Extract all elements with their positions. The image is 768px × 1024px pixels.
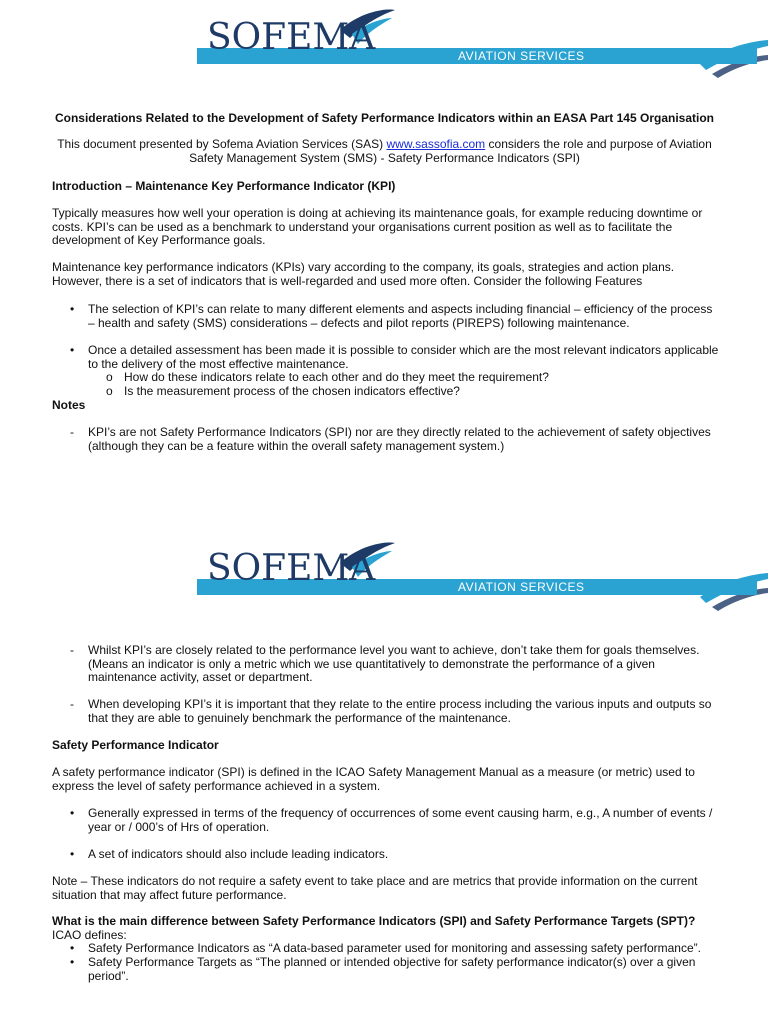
banner-swoosh-graphic bbox=[0, 533, 768, 613]
notes-heading: Notes bbox=[52, 398, 86, 412]
dash-marker: - bbox=[70, 425, 74, 439]
diff-bullet-2: Safety Performance Targets as “The planned or intended objective for safety performance indicator(s) over a given period”. bbox=[88, 955, 696, 983]
note-item-1: KPI’s are not Safety Performance Indicators (SPI) nor are they directly related to the achievement of safety objectives (although they can be a feature within the overall safety management system.) bbox=[88, 425, 711, 453]
spi-heading: Safety Performance Indicator bbox=[52, 738, 219, 752]
logo-banner bbox=[0, 533, 768, 613]
kpi-heading: Introduction – Maintenance Key Performance Indicator (KPI) bbox=[52, 179, 396, 193]
logo-brand: SOFEMA bbox=[207, 17, 376, 58]
bullet-marker: • bbox=[70, 302, 75, 316]
bullet-marker: • bbox=[70, 941, 75, 955]
list-item bbox=[70, 344, 720, 371]
bullet-marker: • bbox=[70, 806, 75, 820]
intro-line bbox=[52, 138, 717, 165]
difference-heading: What is the main difference between Safety Performance Indicators (SPI) and Safety Performance Targets (SPT)? bbox=[52, 914, 696, 928]
list-item bbox=[70, 956, 720, 983]
intro-after: considers the role and purpose of Aviation Safety Management System (SMS) - Safety Performance Indicators (SPI) bbox=[189, 137, 712, 165]
note-item-2: Whilst KPI’s are closely related to the performance level you want to achieve, don’t take them for goals themselves. (Means an indicator is only a metric which we use quantitatively to demonstrate the performance of a given maintenance activity, asset or department. bbox=[88, 643, 700, 685]
kpi-sub-bullet-1: How do these indicators relate to each other and do they meet the requirement? bbox=[124, 370, 549, 384]
sub-bullet-marker: o bbox=[106, 384, 113, 398]
kpi-bullet-1: The selection of KPI’s can relate to many different elements and aspects including financial – efficiency of the process – health and safety (SMS) considerations – defects and pilot reports (PIREPS) following maintenance. bbox=[88, 302, 713, 330]
dash-marker: - bbox=[70, 643, 74, 657]
banner-swoosh-graphic bbox=[0, 0, 768, 80]
dash-marker: - bbox=[70, 697, 74, 711]
spi-bullet-1: Generally expressed in terms of the frequency of occurrences of some event causing harm, e.g., A number of events / year or / 000’s of Hrs of operation. bbox=[88, 806, 713, 834]
logo-brand: SOFEMA bbox=[207, 548, 376, 589]
list-item bbox=[70, 942, 720, 956]
spi-bullet-2: A set of indicators should also include leading indicators. bbox=[88, 847, 389, 861]
sub-bullet-marker: o bbox=[106, 370, 113, 384]
bullet-marker: • bbox=[70, 955, 75, 969]
logo-tagline: AVIATION SERVICES bbox=[458, 580, 585, 594]
sub-list-item bbox=[106, 385, 706, 399]
list-item bbox=[70, 807, 720, 834]
kpi-paragraph-2: Maintenance key performance indicators (KPIs) vary according to the company, its goals, strategies and action plans. However, there is a set of indicators that is well-regarded and used more often. Consider the following Features bbox=[52, 260, 675, 288]
kpi-bullet-2: Once a detailed assessment has been made it is possible to consider which are the most relevant indicators applicable to the delivery of the most effective maintenance. bbox=[88, 343, 719, 371]
diff-bullet-1: Safety Performance Indicators as “A data-based parameter used for monitoring and assessing safety performance”. bbox=[88, 941, 701, 955]
intro-before: This document presented by Sofema Aviation Services (SAS) bbox=[57, 137, 387, 151]
list-item bbox=[70, 644, 720, 685]
list-item bbox=[70, 848, 720, 862]
logo-banner bbox=[0, 0, 768, 80]
kpi-paragraph-1: Typically measures how well your operation is doing at achieving its maintenance goals, for example reducing downtime or costs. KPI’s can be used as a benchmark to understand your organisations current position as well as to facilitate the development of Key Performance goals. bbox=[52, 206, 703, 248]
kpi-sub-bullet-2: Is the measurement process of the chosen indicators effective? bbox=[124, 384, 460, 398]
list-item bbox=[70, 303, 720, 330]
spi-paragraph-1: A safety performance indicator (SPI) is defined in the ICAO Safety Management Manual as a measure (or metric) used to express the level of safety performance achieved in a system. bbox=[52, 765, 695, 793]
bullet-marker: • bbox=[70, 847, 75, 861]
website-link[interactable]: www.sassofia.com bbox=[386, 137, 486, 151]
document-title: Considerations Related to the Development of Safety Performance Indicators within an EASA Part 145 Organisation bbox=[54, 111, 715, 125]
list-item bbox=[70, 426, 720, 453]
sub-list-item bbox=[106, 371, 706, 385]
logo-tagline: AVIATION SERVICES bbox=[458, 49, 585, 63]
icao-defines-label: ICAO defines: bbox=[52, 928, 127, 942]
spi-note: Note – These indicators do not require a safety event to take place and are metrics that provide information on the current situation that may affect future performance. bbox=[52, 874, 698, 902]
bullet-marker: • bbox=[70, 343, 75, 357]
note-item-3: When developing KPI’s it is important that they relate to the entire process including the various inputs and outputs so that they are able to genuinely benchmark the performance of the maintenance. bbox=[88, 697, 712, 725]
list-item bbox=[70, 698, 720, 725]
